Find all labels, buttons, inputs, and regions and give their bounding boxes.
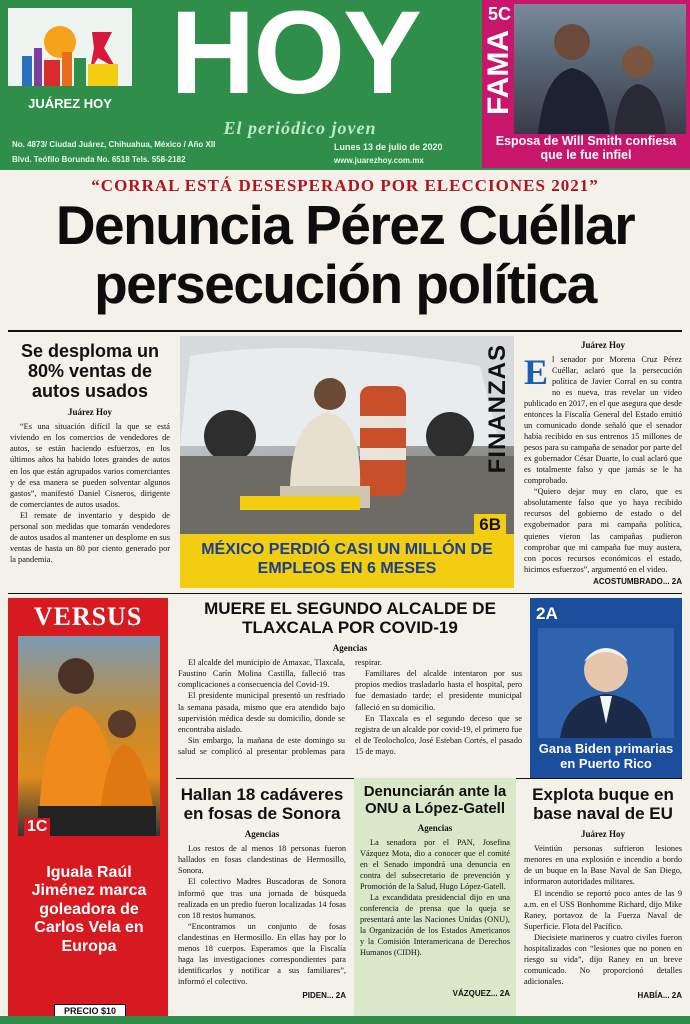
gatell-body [360, 837, 510, 987]
gatell-jump[interactable]: VÁZQUEZ... 2A [452, 989, 510, 998]
divider [8, 330, 682, 332]
newspaper-title: HOY [170, 0, 420, 119]
players-celebrating-icon [18, 636, 160, 836]
gatell-article[interactable] [354, 778, 516, 1016]
autos-paragraph: “Es una situación difícil la que se está viviendo en los comercios de vendedores de autos, se están haciendo esfuerzos, en los últimos años ha habido lotes grandes de autos en los que están agrupados varios comerciantes y de esa manera se pueden solventar algunos gastos”, manifestó Daniel Cisneros, dirigente de comerciantes de autos usados. [10, 422, 170, 509]
politician-portrait-icon [538, 628, 674, 738]
fama-caption: Esposa de Will Smith confiesa que le fue infiel [495, 134, 677, 163]
lead-jump[interactable]: ACOSTUMBRADO... 2A [593, 576, 682, 586]
gatell-paragraph: La senadora por el PAN, Josefina Vázquez Mota, dio a conocer que el comité en el Senado impondrá una denuncia en contra del subsecretario de prevención y Promoción de la Salud, Hugo López-Gatell. [360, 838, 510, 892]
sonora-body [178, 843, 346, 989]
versus-title: VERSUS [33, 602, 143, 631]
tlaxcala-paragraph: El presidente municipal presentó un resfriado la semana pasada, mismo que era atendido bajo supervisión médica desde su domicilio, donde se encontraba aislado. [178, 691, 345, 734]
versus-teaser[interactable] [8, 598, 168, 1018]
buque-article[interactable] [524, 786, 682, 1000]
dropcap: E [524, 352, 549, 392]
headline-line-2: persecución política [94, 252, 596, 315]
autos-paragraph: El remate de inventario y despido de personal son medidas que tomarán vendedores de autos usados al mantener un desplome en sus ventas de hasta un 80 por ciento generado por la pandemia. [10, 510, 170, 564]
issue-date: Lunes 13 de julio de 2020 [334, 142, 443, 152]
lead-byline: Juárez Hoy [580, 340, 626, 350]
finanzas-feature[interactable] [180, 336, 514, 588]
lead-paragraph: l senador por Morena Cruz Pérez Cuéllar, aclaró que la persecución política de Javier Corral en su contra no es nueva, tras revelar un video publicado en 2017, en el que asegura que desde entonces la Fiscalía General del Estado emitió un comunicado donde señaló que el senador había recibido en sus entrenos 15 millones de pesos para su campaña de senador por parte del ex gobernador César Duarte, lo cual aclaró que es totalmente falso y que jamás se le ha comprobado. [524, 355, 682, 486]
man-sitting-photo-icon [180, 336, 514, 534]
couple-silhouette-icon [514, 4, 686, 134]
biden-photo [538, 628, 674, 738]
autos-article[interactable] [10, 342, 170, 565]
autos-byline: Juárez Hoy [67, 407, 113, 418]
tlaxcala-paragraph: Sin embargo, la mañana de este domingo su salud se complicó al presentar problemas para respirar. [178, 658, 382, 756]
issue-info: No. 4873/ Ciudad Juárez, Chihuahua, México / Año XII [12, 140, 216, 149]
address-info: Blvd. Teófilo Borunda No. 6518 Tels. 558-2182 [12, 155, 186, 164]
fama-label: FAMA [482, 30, 515, 115]
biden-section-number: 2A [536, 604, 558, 623]
sonora-title: Hallan 18 cadáveres en fosas de Sonora [180, 785, 344, 823]
divider [8, 593, 682, 594]
city-skyline-icon [8, 8, 132, 98]
buque-body [524, 843, 682, 989]
gatell-title: Denunciarán ante la ONU a López-Gatell [363, 783, 507, 817]
tlaxcala-paragraph: El alcalde del municipio de Amaxac, Tlaxcala, Faustino Carín Molina Castilla, falleció tras complicaciones a consecuencia del Covid-19. [178, 658, 345, 690]
lead-body [524, 354, 682, 575]
sonora-jump[interactable]: PIDEN... 2A [302, 991, 346, 1001]
bottom-bar [0, 1016, 690, 1024]
biden-teaser[interactable] [530, 598, 682, 778]
buque-paragraph: El incendio se reportó poco antes de las 9 a.m. en el USS Bonhomme Richard, dijo Mike Raney, portavoz de la Fuerza Naval de Superficie. Flota del Pacífico. [524, 888, 682, 931]
price-tag: PRECIO $10 [54, 1004, 126, 1018]
juarez-hoy-logo [8, 8, 132, 120]
lead-story[interactable] [524, 340, 682, 586]
tlaxcala-paragraph: Familiares del alcalde intentaron por sus propios medios trasladarlo hasta el hospital, pero fue demasiado tarde; el presidente municipal falleció en su domicilio. [355, 669, 522, 712]
tlaxcala-body [178, 657, 522, 779]
tlaxcala-title: MUERE EL SEGUNDO ALCALDE DE TLAXCALA POR COVID-19 [204, 599, 496, 637]
sonora-article[interactable] [178, 786, 346, 1000]
masthead [0, 0, 690, 170]
tlaxcala-byline: Agencias [332, 643, 368, 654]
buque-paragraph: Diecisiete marineros y cuatro civiles fueron hospitalizados con “lesiones que no ponen en riesgo su vida”, dijo Raney en un breve comunicado. No proporcionó detalles adicionales. [524, 932, 682, 986]
logo-label: JUÁREZ HOY [12, 96, 128, 111]
celebrity-photo [514, 4, 686, 134]
finanzas-section-number: 6B [474, 514, 506, 536]
buque-paragraph: Veintiún personas sufrieron lesiones menores en una explosión e incendio a bordo de un buque en la Base Naval de San Diego, informaron autoridades militares. [524, 844, 682, 887]
autos-body [10, 421, 170, 564]
finanzas-label: FINANZAS [484, 344, 511, 474]
sonora-paragraph: Los restos de al menos 18 personas fueron hallados en fosas clandestinas de Hermosillo, Sonora. [178, 844, 346, 876]
gatell-byline: Agencias [417, 823, 453, 833]
tlaxcala-article[interactable] [178, 600, 522, 779]
versus-section-number: 1C [24, 818, 50, 836]
biden-caption: Gana Biden primarias en Puerto Rico [538, 741, 674, 771]
main-headline [0, 196, 690, 314]
fama-section-number: 5C [488, 4, 512, 24]
buque-byline: Juárez Hoy [580, 829, 626, 840]
headline-line-1: Denuncia Pérez Cuéllar [55, 194, 635, 256]
website: www.juarezhoy.com.mx [334, 156, 424, 165]
fama-teaser[interactable] [482, 0, 690, 168]
autos-title: Se desploma un 80% ventas de autos usados [20, 341, 160, 401]
sonora-paragraph: El colectivo Madres Buscadoras de Sonora informó que tras una jornada de búsqueda realizada en un predio fueron localizadas 14 fosas con 18 restos humanos. [178, 877, 346, 920]
newspaper-subtitle: El periódico joven [223, 118, 377, 138]
finanzas-caption: MÉXICO PERDIÓ CASI UN MILLÓN DE EMPLEOS EN 6 MESES [180, 534, 514, 588]
footballers-photo [18, 636, 160, 836]
gatell-paragraph: La excandidata presidencial dijo en una conferencia de prensa que la queja se presentará ante las Naciones Unidas (ONU), la Organización de los Estados Americanos y la Comisión Interamericana de Derechos Humanos (CIDH). [360, 893, 510, 958]
headline-kicker: “CORRAL ESTÁ DESESPERADO POR ELECCIONES 2021” [91, 176, 599, 195]
sonora-paragraph: “Encontramos un conjunto de fosas clandestinas en Hermosillo. En ellas hay por lo menos 18 cuerpos. Esperamos que la Fiscalía haga las investigaciones correspondientes para identificarlos y notificar a sus familiares”, informó el colectivo. [178, 921, 346, 986]
buque-title: Explota buque en base naval de EU [532, 785, 674, 823]
tlaxcala-paragraph: En Tlaxcala es el segundo deceso que se registra de un alcalde por covid-19, el primero fue el de Teolocholco, José Esteban Cortés, el pasado 15 de mayo. [355, 713, 522, 756]
buque-jump[interactable]: HABÍA... 2A [637, 991, 682, 1001]
versus-caption: Iguala Raúl Jiménez marca goleadora de Carlos Vela en Europa [31, 864, 147, 955]
lead-paragraph: “Quiero dejar muy en claro, que es absolutamente falso que yo haya recibido recursos del gobierno de estado o del exgobernador para mi campaña política, quienes vieron las campañas pudieron comprobar que mi campaña fue muy austera, con pocos recursos económicos el estado, hicimos esfuerzos”, argumentó en el video. [524, 487, 682, 574]
sonora-byline: Agencias [244, 829, 280, 840]
